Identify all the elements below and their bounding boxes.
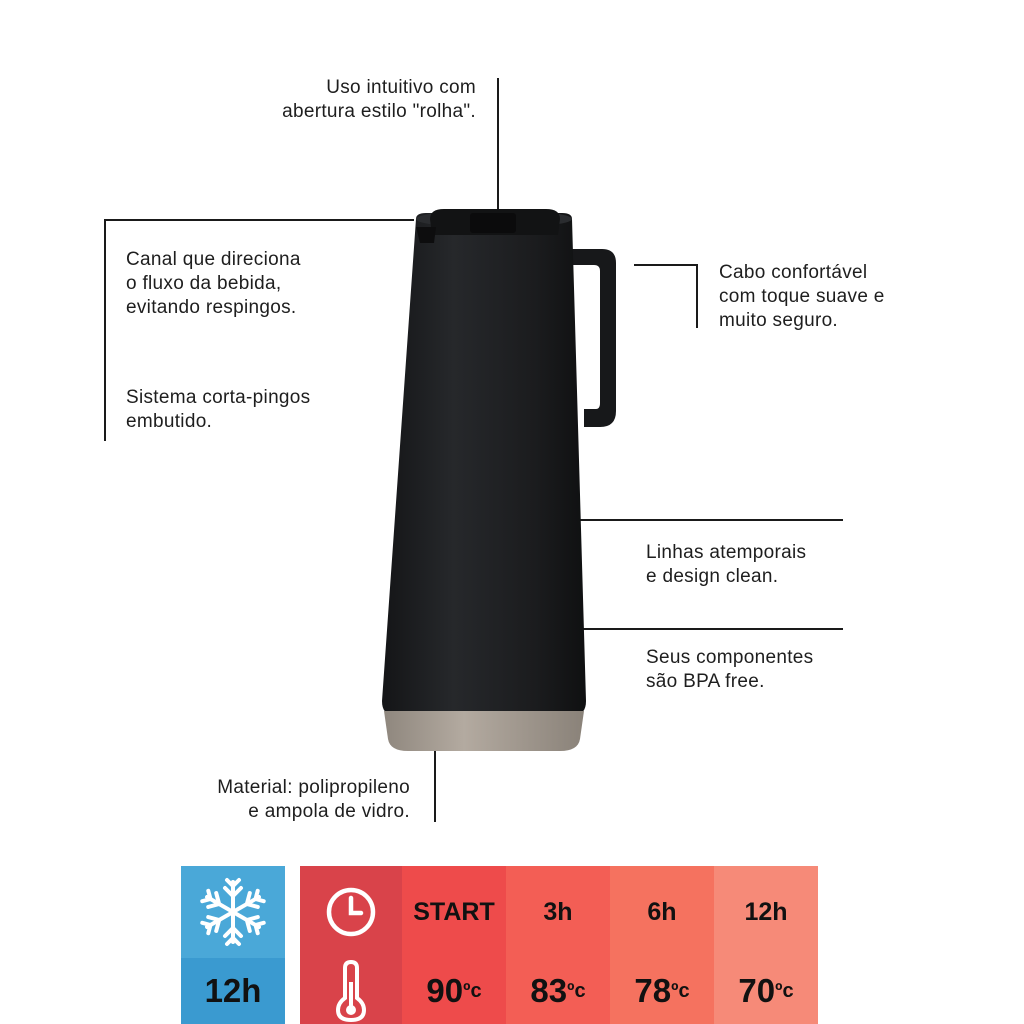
temp-unit-6h: ºc bbox=[671, 979, 690, 1002]
thermos-base bbox=[384, 711, 584, 751]
callout-drip-stop bbox=[126, 386, 310, 434]
leader-handle-v bbox=[696, 264, 698, 328]
time-label-3h: 3h bbox=[543, 897, 573, 926]
leader-opening bbox=[497, 78, 499, 210]
leader-channel-h bbox=[104, 219, 414, 221]
callout-opening bbox=[240, 76, 476, 124]
temp-value-6h: 78 bbox=[634, 972, 672, 1009]
callout-material bbox=[160, 776, 410, 824]
cold-icon-cell bbox=[181, 866, 285, 958]
callout-channel bbox=[126, 248, 301, 320]
callout-channel-line1: Canal que direciona bbox=[126, 249, 301, 270]
temp-value-3h: 83 bbox=[530, 972, 568, 1009]
callout-handle-line2: com toque suave e bbox=[719, 286, 885, 307]
callout-bpa-line2: são BPA free. bbox=[646, 671, 765, 692]
time-cell-2 bbox=[610, 866, 714, 958]
hot-clock-cell bbox=[300, 866, 402, 958]
callout-bpa-line1: Seus componentes bbox=[646, 647, 814, 668]
leader-channel-v bbox=[104, 219, 106, 441]
time-label-start: START bbox=[413, 897, 495, 926]
callout-material-line1: Material: polipropileno bbox=[217, 777, 410, 798]
thermos-body bbox=[382, 213, 586, 715]
callout-bpa bbox=[646, 646, 813, 694]
clock-icon bbox=[325, 886, 377, 938]
callout-drip-stop-line1: Sistema corta-pingos bbox=[126, 387, 311, 408]
leader-handle-h bbox=[634, 264, 698, 266]
callout-material-line2: e ampola de vidro. bbox=[248, 801, 410, 822]
hot-thermometer-cell bbox=[300, 958, 402, 1024]
callout-opening-line2: abertura estilo "rolha". bbox=[282, 101, 476, 122]
callout-design-line1: Linhas atemporais bbox=[646, 542, 807, 563]
snowflake-icon bbox=[197, 876, 269, 948]
time-cell-1 bbox=[506, 866, 610, 958]
temp-unit-start: ºc bbox=[463, 979, 482, 1002]
temp-unit-12h: ºc bbox=[775, 979, 794, 1002]
callout-drip-stop-line2: embutido. bbox=[126, 411, 213, 432]
temp-cell-3 bbox=[714, 958, 818, 1024]
time-label-12h: 12h bbox=[744, 897, 788, 926]
callout-opening-line1: Uso intuitivo com bbox=[326, 77, 476, 98]
time-label-6h: 6h bbox=[647, 897, 677, 926]
thermos-image bbox=[370, 205, 630, 765]
temp-value-start: 90 bbox=[426, 972, 464, 1009]
time-cell-3 bbox=[714, 866, 818, 958]
temp-cell-1 bbox=[506, 958, 610, 1024]
callout-handle-line1: Cabo confortável bbox=[719, 262, 868, 283]
callout-design bbox=[646, 541, 806, 589]
callout-handle bbox=[719, 261, 885, 333]
temp-cell-2 bbox=[610, 958, 714, 1024]
temp-cell-0 bbox=[402, 958, 506, 1024]
callout-channel-line2: o fluxo da bebida, bbox=[126, 273, 282, 294]
thermometer-icon bbox=[334, 960, 368, 1022]
temp-value-12h: 70 bbox=[738, 972, 776, 1009]
cold-duration: 12h bbox=[204, 972, 262, 1009]
cold-duration-cell bbox=[181, 958, 285, 1024]
callout-channel-line3: evitando respingos. bbox=[126, 297, 297, 318]
temp-unit-3h: ºc bbox=[567, 979, 586, 1002]
callout-handle-line3: muito seguro. bbox=[719, 310, 839, 331]
time-cell-0 bbox=[402, 866, 506, 958]
callout-design-line2: e design clean. bbox=[646, 566, 779, 587]
